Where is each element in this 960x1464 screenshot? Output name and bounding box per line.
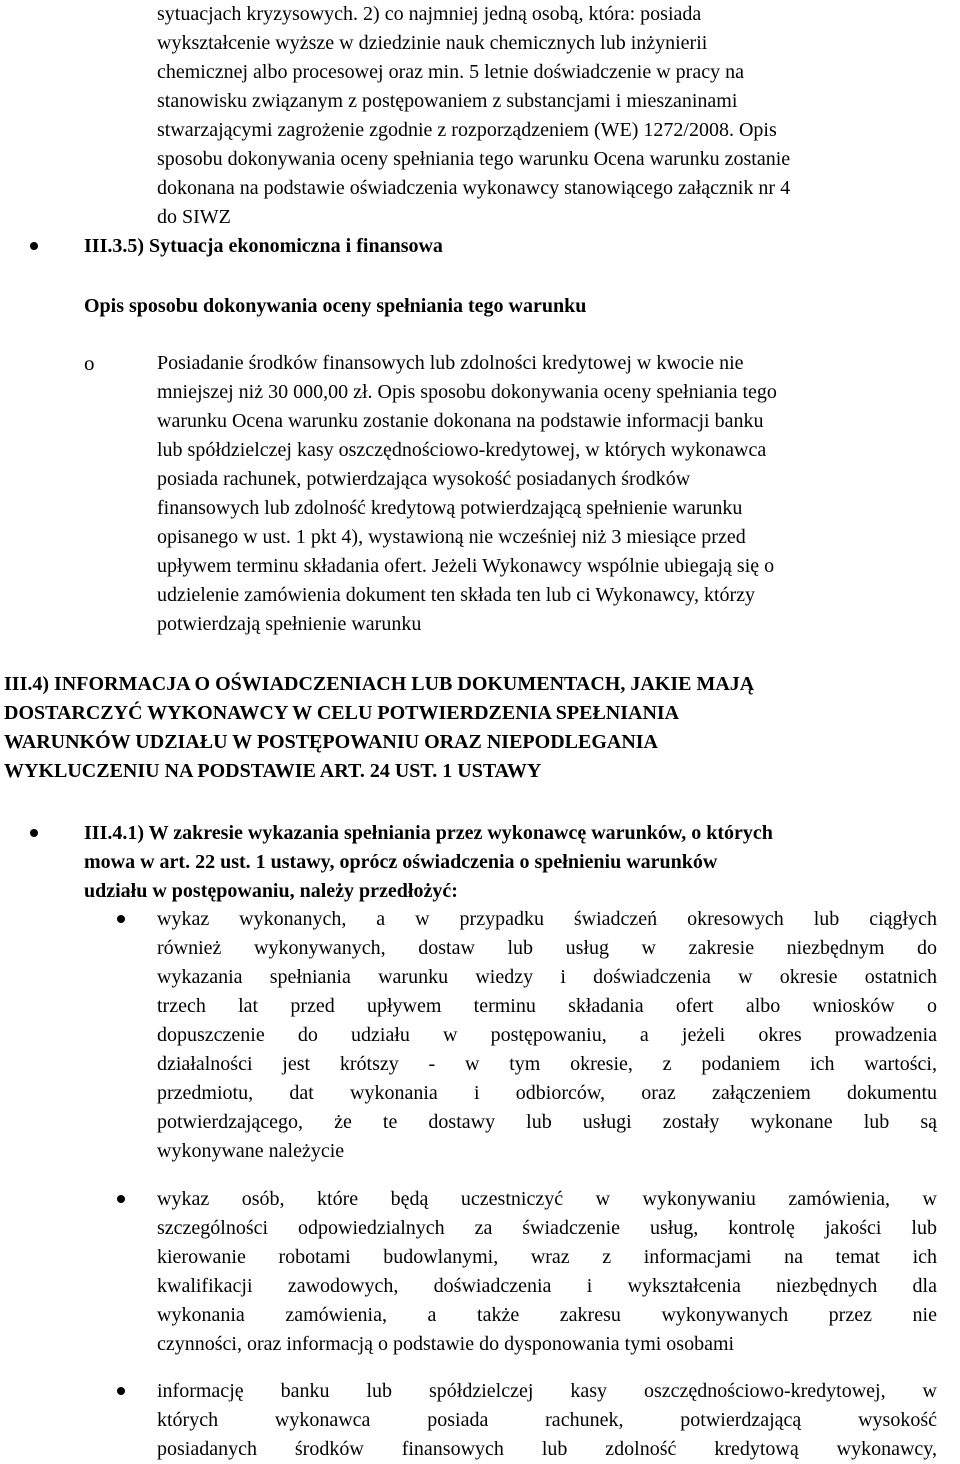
text-line: potwierdzającego, że te dostawy lub usługi zostały wykonane lub są	[157, 1111, 937, 1133]
text-line: wykształcenie wyższe w dziedzinie nauk chemicznych lub inżynierii	[157, 32, 708, 54]
text-line: mniejszej niż 30 000,00 zł. Opis sposobu dokonywania oceny spełniania tego	[157, 381, 777, 403]
text-line: stwarzającymi zagrożenie zgodnie z rozporządzeniem (WE) 1272/2008. Opis	[157, 119, 777, 141]
text-line: sytuacjach kryzysowych. 2) co najmniej jedną osobą, która: posiada	[157, 3, 702, 25]
text-line: do SIWZ	[157, 206, 231, 228]
text-line: wykonania zamówienia, a także zakresu wykonywanych przez nie	[157, 1304, 937, 1326]
bullet-dot	[117, 1387, 125, 1395]
text-line: Posiadanie środków finansowych lub zdolności kredytowej w kwocie nie	[157, 352, 744, 374]
text-line: szczególności odpowiedzialnych za świadczenie usług, kontrolę jakości lub	[157, 1217, 937, 1239]
text-line: wykaz osób, które będą uczestniczyć w wykonywaniu zamówienia, w	[157, 1188, 937, 1210]
text-line: których wykonawca posiada rachunek, potwierdzającą wysokość	[157, 1409, 937, 1431]
text-line: również wykonywanych, dostaw lub usług w zakresie niezbędnym do	[157, 937, 937, 959]
text-line: potwierdzają spełnienie warunku	[157, 613, 422, 635]
text-line: sposobu dokonywania oceny spełniania tego warunku Ocena warunku zostanie	[157, 148, 791, 170]
text-line: działalności jest krótszy - w tym okresie, z podaniem ich wartości,	[157, 1053, 937, 1075]
text-line: lub spółdzielczej kasy oszczędnościowo-kredytowej, w których wykonawca	[157, 439, 767, 461]
heading-line: III.4) INFORMACJA O OŚWIADCZENIACH LUB DOKUMENTACH, JAKIE MAJĄ	[4, 673, 755, 695]
bullet-dot	[117, 1195, 125, 1203]
text-line: udzielenie zamówienia dokument ten składa ten lub ci Wykonawcy, którzy	[157, 584, 756, 606]
text-line: chemicznej albo procesowej oraz min. 5 letnie doświadczenie w pracy na	[157, 61, 744, 83]
text-line: posiadanych środków finansowych lub zdolność kredytową wykonawcy,	[157, 1438, 937, 1460]
circle-bullet: o	[84, 351, 95, 375]
text-line: dopuszczenie do udziału w postępowaniu, a jeżeli okres prowadzenia	[157, 1024, 937, 1046]
section-subheading: Opis sposobu dokonywania oceny spełniania tego warunku	[84, 295, 587, 317]
text-line: przedmiotu, dat wykonania i odbiorców, oraz załączeniem dokumentu	[157, 1082, 937, 1104]
text-line: czynności, oraz informacją o podstawie do dysponowania tymi osobami	[157, 1333, 735, 1355]
text-line: finansowych lub zdolność kredytową potwierdzającą spełnienie warunku	[157, 497, 743, 519]
text-line: opisanego w ust. 1 pkt 4), wystawioną nie wcześniej niż 3 miesiące przed	[157, 526, 746, 548]
text-line: warunku Ocena warunku zostanie dokonana na podstawie informacji banku	[157, 410, 764, 432]
section-heading-3-3-5: III.3.5) Sytuacja ekonomiczna i finansowa	[84, 235, 443, 257]
text-line: posiada rachunek, potwierdzająca wysokość posiadanych środków	[157, 468, 691, 490]
text-line: kwalifikacji zawodowych, doświadczenia i wykształcenia niezbędnych dla	[157, 1275, 937, 1297]
bullet-dot	[30, 829, 38, 837]
text-line: wykaz wykonanych, a w przypadku świadczeń okresowych lub ciągłych	[157, 908, 937, 930]
bullet-dot	[30, 242, 38, 250]
text-line: wykonywane należycie	[157, 1140, 345, 1162]
heading-line: DOSTARCZYĆ WYKONAWCY W CELU POTWIERDZENIA SPEŁNIANIA	[4, 702, 680, 724]
text-line: stanowisku związanym z postępowaniem z substancjami i mieszaninami	[157, 90, 738, 112]
text-line: mowa w art. 22 ust. 1 ustawy, oprócz oświadczenia o spełnieniu warunków	[84, 851, 718, 873]
heading-line: WYKLUCZENIU NA PODSTAWIE ART. 24 UST. 1 USTAWY	[4, 760, 542, 782]
text-line: upływem terminu składania ofert. Jeżeli Wykonawcy wspólnie ubiegają się o	[157, 555, 775, 577]
text-line: trzech lat przed upływem terminu składania ofert albo wniosków o	[157, 995, 937, 1017]
text-line: kierowanie robotami budowlanymi, wraz z informacjami na temat ich	[157, 1246, 937, 1268]
bullet-dot	[117, 915, 125, 923]
heading-line: WARUNKÓW UDZIAŁU W POSTĘPOWANIU ORAZ NIEPODLEGANIA	[4, 731, 658, 753]
text-line: III.4.1) W zakresie wykazania spełniania przez wykonawcę warunków, o których	[84, 822, 773, 844]
text-line: wykazania spełniania warunku wiedzy i doświadczenia w okresie ostatnich	[157, 966, 937, 988]
text-line: dokonana na podstawie oświadczenia wykonawcy stanowiącego załącznik nr 4	[157, 177, 791, 199]
text-line: udziału w postępowaniu, należy przedłożyć:	[84, 880, 458, 902]
text-line: informację banku lub spółdzielczej kasy oszczędnościowo-kredytowej, w	[157, 1380, 937, 1402]
